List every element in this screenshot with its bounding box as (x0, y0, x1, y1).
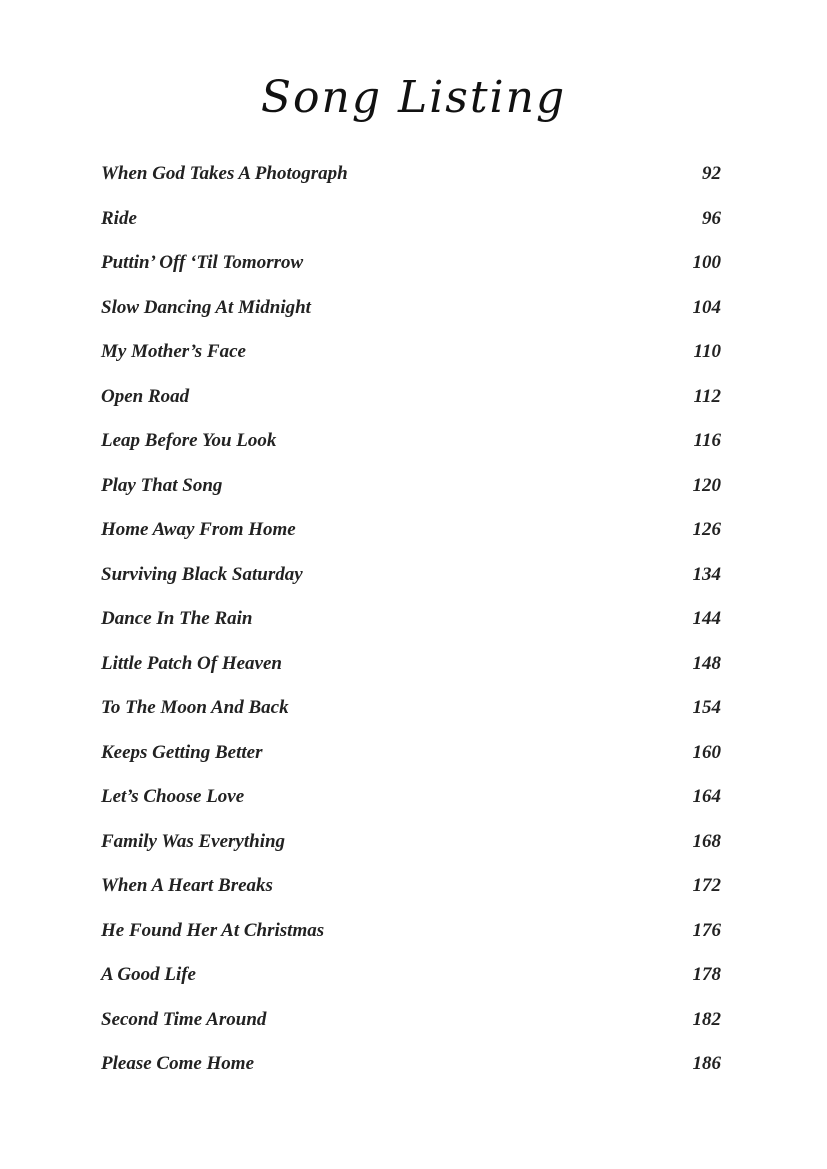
list-item[interactable] (101, 909, 721, 954)
page-number: 148 (692, 652, 721, 674)
song-title: Leap Before You Look (101, 430, 277, 452)
page-number: 144 (692, 608, 721, 630)
page-number: 100 (692, 252, 721, 274)
list-item[interactable] (101, 731, 721, 776)
song-title: Please Come Home (101, 1053, 255, 1075)
list-item[interactable] (101, 419, 721, 464)
list-item[interactable] (101, 375, 721, 420)
list-item[interactable] (101, 597, 721, 642)
song-title: Family Was Everything (101, 830, 286, 852)
page-number: 164 (692, 786, 721, 808)
list-item[interactable] (101, 953, 721, 998)
list-item[interactable] (101, 820, 721, 865)
song-title: Second Time Around (101, 1008, 267, 1030)
song-title: Let’s Choose Love (101, 786, 245, 808)
list-item[interactable] (101, 464, 721, 509)
list-item[interactable] (101, 330, 721, 375)
song-title: Open Road (101, 385, 190, 407)
page-number: 134 (692, 563, 721, 585)
song-title: Play That Song (101, 474, 223, 496)
list-item[interactable] (101, 197, 721, 242)
list-item[interactable] (101, 508, 721, 553)
page-number: 186 (692, 1053, 721, 1075)
song-title: Ride (101, 207, 137, 229)
page-number: 96 (702, 207, 721, 229)
song-title: A Good Life (101, 964, 196, 986)
page-number: 104 (692, 296, 721, 318)
song-title: Home Away From Home (101, 519, 296, 541)
song-title: Keeps Getting Better (101, 741, 263, 763)
list-item[interactable] (101, 686, 721, 731)
song-title: He Found Her At Christmas (101, 919, 325, 941)
list-item[interactable] (101, 642, 721, 687)
song-title: To The Moon And Back (101, 697, 289, 719)
list-item[interactable] (101, 864, 721, 909)
page-number: 120 (692, 474, 721, 496)
song-title: Puttin’ Off ‘Til Tomorrow (101, 252, 304, 274)
list-item[interactable] (101, 553, 721, 598)
page-number: 176 (692, 919, 721, 941)
song-title: Dance In The Rain (101, 608, 253, 630)
page-number: 182 (692, 1008, 721, 1030)
page-number: 178 (692, 964, 721, 986)
song-title: Slow Dancing At Midnight (101, 296, 311, 318)
page-number: 92 (702, 163, 721, 185)
list-item[interactable] (101, 998, 721, 1043)
song-title: Little Patch Of Heaven (101, 652, 282, 674)
page-number: 110 (693, 341, 721, 363)
page-title: Song Listing (260, 72, 567, 123)
list-item[interactable] (101, 286, 721, 331)
page-number: 126 (692, 519, 721, 541)
page-number: 168 (692, 830, 721, 852)
page-number: 116 (693, 430, 721, 452)
song-title: Surviving Black Saturday (101, 563, 303, 585)
list-item[interactable] (101, 1042, 721, 1087)
list-item[interactable] (101, 152, 721, 197)
list-item[interactable] (101, 241, 721, 286)
song-title: When God Takes A Photograph (101, 163, 348, 185)
page-number: 160 (692, 741, 721, 763)
page-number: 172 (692, 875, 721, 897)
song-list (101, 152, 721, 1087)
page-number: 154 (692, 697, 721, 719)
list-item[interactable] (101, 775, 721, 820)
song-title: My Mother’s Face (101, 341, 246, 363)
song-title: When A Heart Breaks (101, 875, 273, 897)
page-number: 112 (693, 385, 721, 407)
